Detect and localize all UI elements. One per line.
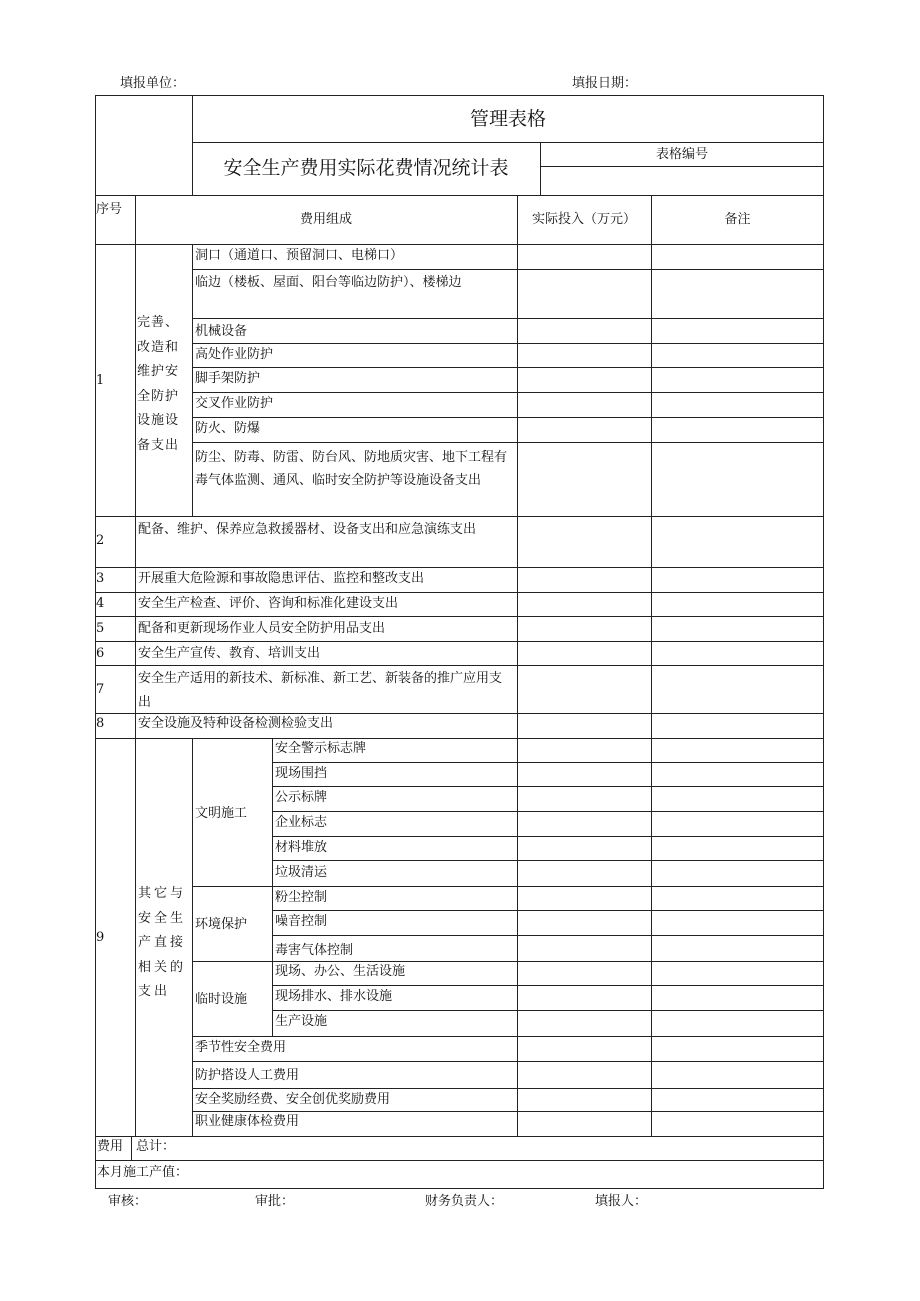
civil-item: 公示标牌 <box>275 790 328 805</box>
env-item: 毒害气体控制 <box>275 943 354 958</box>
other-item: 安全奖励经费、安全创优奖励费用 <box>195 1092 391 1107</box>
row-1-item: 交叉作业防护 <box>195 396 274 411</box>
row-1-item: 防尘、防毒、防雷、防台风、防地质灾害、地下工程有毒气体监测、通风、临时安全防护等设施设备支出 <box>195 450 508 488</box>
row-1-group: 完善、改造和维护安全防护设施设备支出 <box>137 315 180 453</box>
unit-label: 填报单位： <box>120 76 186 91</box>
col-composition-header: 费用组成 <box>299 212 352 227</box>
finance-label: 财务负责人： <box>425 1194 504 1209</box>
row-2-seq: 2 <box>96 533 105 548</box>
row-5-seq: 5 <box>96 621 105 636</box>
temp-item: 生产设施 <box>275 1014 328 1029</box>
row-9-seq: 9 <box>96 930 105 945</box>
env-label: 环境保护 <box>195 917 248 932</box>
other-item: 职业健康体检费用 <box>195 1114 300 1129</box>
review-label: 审核： <box>108 1194 148 1209</box>
col-actual-header: 实际投入（万元） <box>531 212 636 227</box>
form-subtitle: 安全生产费用实际花费情况统计表 <box>223 157 509 179</box>
civil-label: 文明施工 <box>195 806 248 821</box>
row-5-text: 配备和更新现场作业人员安全防护用品支出 <box>138 621 386 636</box>
output-label: 本月施工产值： <box>97 1165 189 1180</box>
row-8-text: 安全设施及特种设备检测检验支出 <box>138 716 334 731</box>
row-3-seq: 3 <box>96 571 105 586</box>
row-9-group: 其它与安全生产直接相关的支出 <box>138 886 187 999</box>
col-seq-header: 序号 <box>96 202 123 217</box>
row-1-seq: 1 <box>96 373 105 388</box>
env-item: 粉尘控制 <box>275 890 328 905</box>
row-3-text: 开展重大危险源和事故隐患评估、监控和整改支出 <box>138 571 425 586</box>
form-number-label: 表格编号 <box>655 147 708 162</box>
total-label: 总计： <box>136 1139 176 1154</box>
form-title: 管理表格 <box>469 108 546 130</box>
row-1-item: 机械设备 <box>195 324 248 339</box>
row-1-item: 临边（楼板、屋面、阳台等临边防护）、楼梯边 <box>195 275 462 290</box>
row-1-item: 高处作业防护 <box>195 347 274 362</box>
civil-item: 安全警示标志牌 <box>275 741 367 756</box>
filler-label: 填报人： <box>595 1194 648 1209</box>
other-item: 季节性安全费用 <box>195 1040 287 1055</box>
other-item: 防护搭设人工费用 <box>195 1068 300 1083</box>
row-1-item: 洞口（通道口、预留洞口、电梯口） <box>195 248 404 263</box>
civil-item: 企业标志 <box>275 815 328 830</box>
row-6-seq: 6 <box>96 646 105 661</box>
row-2-text: 配备、维护、保养应急救援器材、设备支出和应急演练支出 <box>138 522 477 537</box>
civil-item: 材料堆放 <box>275 840 328 855</box>
row-6-text: 安全生产宣传、教育、培训支出 <box>138 646 321 661</box>
row-1-item: 防火、防爆 <box>195 421 261 436</box>
row-8-seq: 8 <box>96 716 105 731</box>
temp-label: 临时设施 <box>195 992 248 1007</box>
row-7-seq: 7 <box>96 682 105 697</box>
civil-item: 垃圾清运 <box>275 865 328 880</box>
env-item: 噪音控制 <box>275 914 328 929</box>
col-remark-header: 备注 <box>724 212 751 227</box>
row-1-item: 脚手架防护 <box>195 371 261 386</box>
civil-item: 现场围挡 <box>275 766 328 781</box>
fee-label: 费用 <box>97 1139 124 1154</box>
row-7-text: 安全生产适用的新技术、新标准、新工艺、新装备的推广应用支出 <box>138 671 503 710</box>
row-4-seq: 4 <box>96 596 105 611</box>
row-4-text: 安全生产检查、评价、咨询和标准化建设支出 <box>138 596 399 611</box>
temp-item: 现场、办公、生活设施 <box>275 964 406 979</box>
temp-item: 现场排水、排水设施 <box>275 989 393 1004</box>
approve-label: 审批： <box>255 1194 295 1209</box>
date-label: 填报日期： <box>572 76 638 91</box>
